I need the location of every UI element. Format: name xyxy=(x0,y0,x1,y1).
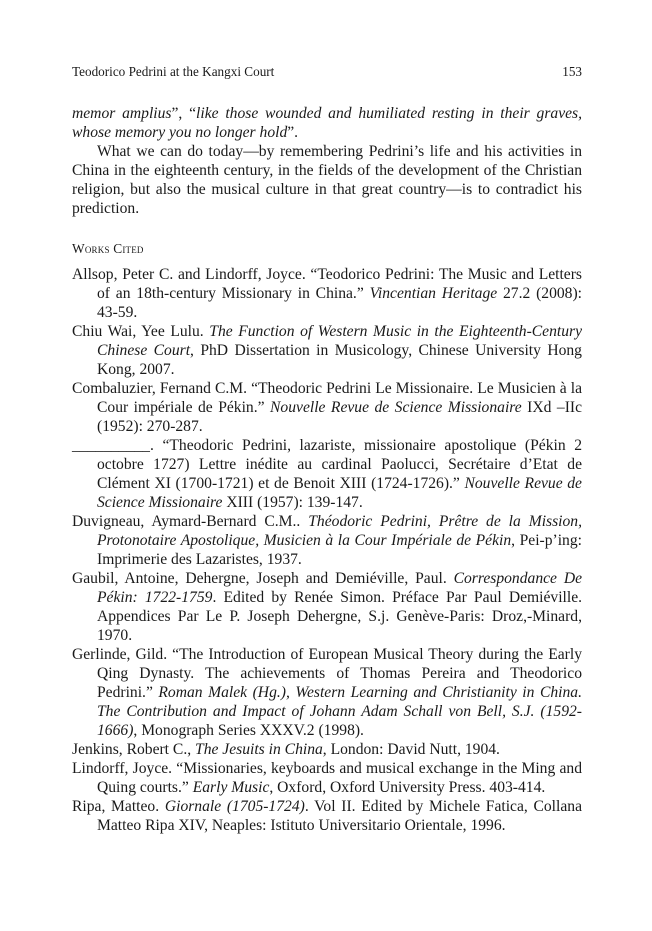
closing-paragraph: What we can do today—by remembering Pedrini’s life and his activities in China in the eighteenth century, in the fields of the development of the Christian religion, but also the musical culture in that great country—is to contradict his prediction. xyxy=(72,143,582,217)
reference-entry: Gaubil, Antoine, Dehergne, Joseph and Demiéville, Paul. Correspondance De Pékin: 1722-1759. Edited by Renée Simon. Préface Par Paul Demiéville. Appendices Par Le P. Joseph Dehergne, S.j. Genève-Paris: Droz,-Minard, 1970. xyxy=(72,570,583,644)
reference-entry: Chiu Wai, Yee Lulu. The Function of Western Music in the Eighteenth-Century Chinese Court, PhD Dissertation in Musicology, Chinese University Hong Kong, 2007. xyxy=(72,323,583,378)
reference-entry: Ripa, Matteo. Giornale (1705-1724). Vol II. Edited by Michele Fatica, Collana Matteo Ripa XIV, Neaples: Istituto Universitario Orientale, 1996. xyxy=(72,798,582,834)
page-number: 153 xyxy=(562,64,582,79)
works-cited-list xyxy=(72,265,582,835)
body-text xyxy=(72,104,582,218)
reference-entry: Duvigneau, Aymard-Bernard C.M.. Théodoric Pedrini, Prêtre de la Mission, Protonotaire Apostolique, Musicien à la Cour Impériale de Pékin, Pei-p’ing: Imprimerie des Lazaristes, 1937. xyxy=(72,513,582,568)
quote-latin: memor amplius xyxy=(72,105,172,122)
reference-entry: __________. “Theodoric Pedrini, lazariste, missionaire apostolique (Pékin 2 octobre 1727) Lettre inédite au cardinal Paolucci, Secrétaire d’Etat de Clément XI (1700-1721) et de Benoit XIII (1724-1726).” Nouvelle Revue de Science Missionaire XIII (1957): 139-147. xyxy=(72,437,582,511)
reference-entry: Jenkins, Robert C., The Jesuits in China, London: David Nutt, 1904. xyxy=(72,741,500,758)
running-head-title: Teodorico Pedrini at the Kangxi Court xyxy=(72,64,275,79)
running-head xyxy=(72,63,582,81)
reference-entry: Combaluzier, Fernand C.M. “Theodoric Pedrini Le Missionaire. Le Musicien à la Cour impériale de Pékin.” Nouvelle Revue de Science Missionaire IXd –IIc (1952): 270-287. xyxy=(72,380,583,435)
reference-entry: Gerlinde, Gild. “The Introduction of European Musical Theory during the Early Qing Dynasty. The achievements of Thomas Pereira and Theodorico Pedrini.” Roman Malek (Hg.), Western Learning and Christianity in China. The Contribution and Impact of Johann Adam Schall von Bell, S.J. (1592-1666), Monograph Series XXXV.2 (1998). xyxy=(72,646,582,739)
reference-entry: Allsop, Peter C. and Lindorff, Joyce. “Teodorico Pedrini: The Music and Letters of an 18th-century Missionary in China.” Vincentian Heritage 27.2 (2008): 43-59. xyxy=(72,266,582,321)
works-cited-heading: Works Cited xyxy=(72,241,144,256)
quote-paragraph: memor amplius”, “like those wounded and humiliated resting in their graves, whose memory you no longer hold”. xyxy=(72,105,583,141)
quote-translation: like those wounded and humiliated resting in their graves, whose memory you no longer hold xyxy=(72,105,583,141)
reference-entry: Lindorff, Joyce. “Missionaries, keyboards and musical exchange in the Ming and Quing courts.” Early Music, Oxford, Oxford University Press. 403-414. xyxy=(72,760,582,796)
